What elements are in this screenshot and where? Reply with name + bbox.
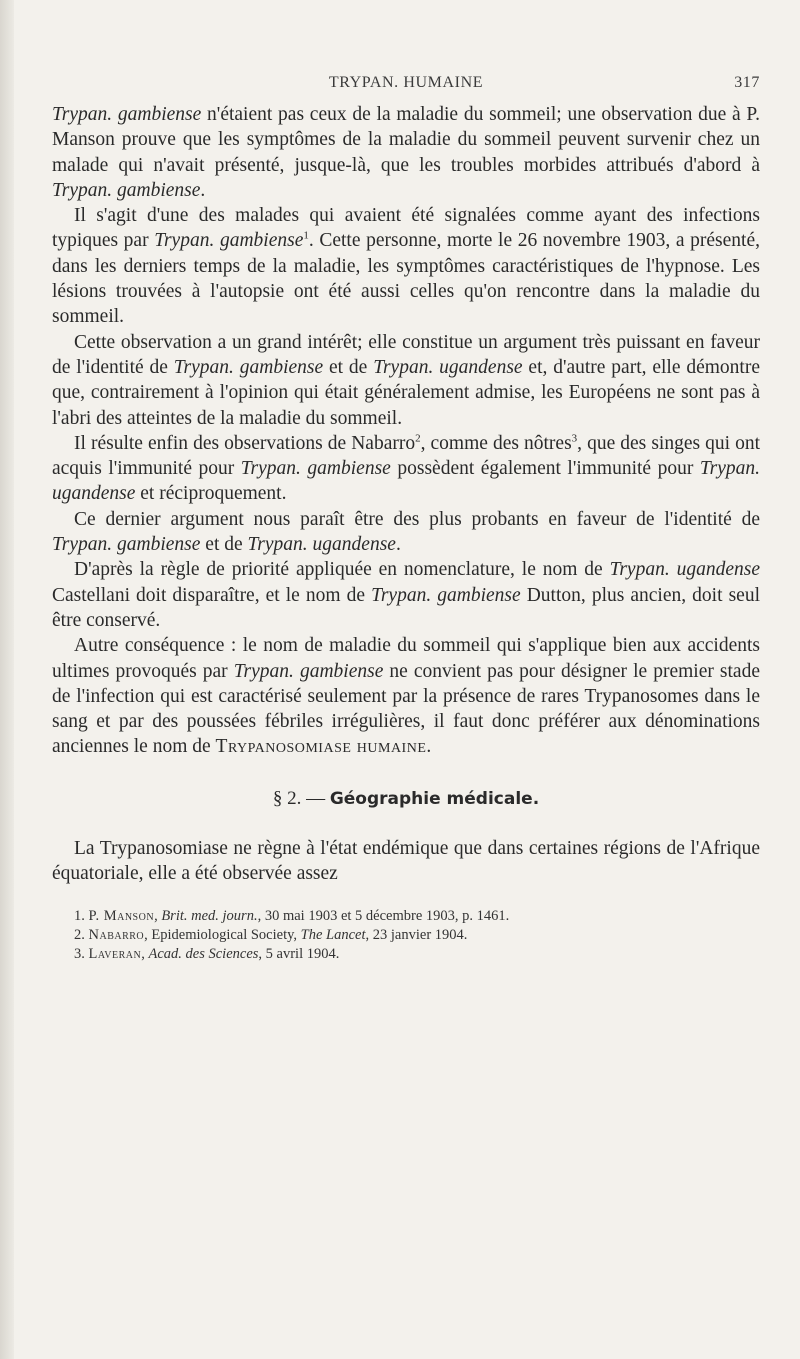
paragraph-1: Trypan. gambiense n'étaient pas ceux de la maladie du sommeil; une observation due à P. Manson prouve que les symptômes de la maladie du sommeil peuvent survenir chez un malade qui n'avait présenté, jusque-là, que les troubles morbides attribués d'abord à Trypan. gambiense. bbox=[52, 104, 760, 201]
species-name: Trypan. ugandense bbox=[247, 534, 396, 556]
footnotes bbox=[52, 907, 760, 964]
section-heading bbox=[52, 786, 760, 812]
footnote-3: 3. Laveran, Acad. des Sciences, 5 avril 1904. bbox=[74, 945, 340, 962]
species-name: Trypan. gambiense bbox=[52, 179, 201, 201]
page-number: 317 bbox=[734, 74, 760, 91]
running-title: TRYPAN. HUMAINE bbox=[328, 74, 484, 91]
footnote-ref[interactable]: 2 bbox=[415, 432, 421, 445]
species-name: Trypan. gambiense bbox=[371, 584, 521, 606]
paragraph-4: Il résulte enfin des observations de Nabarro$^2$, comme des nôtres$^3$, que des singes qui ont acquis l'immunité pour Trypan. gambiense possèdent également l'immunité pour Trypan. ugandense et réciproquement. bbox=[52, 432, 760, 505]
paragraph-7: Autre conséquence : le nom de maladie du sommeil qui s'applique bien aux accidents ultimes provoqués par Trypan. gambiense ne convient pas pour désigner le premier stade de l'infection qui est caractérisé seulement par la présence de rares Trypanosomes dans le sang et par des poussées fébriles irrégulières, il faut donc préférer aux dénominations anciennes le nom de Trypanosomiase humaine. bbox=[52, 635, 760, 758]
species-name: Trypan. gambiense bbox=[173, 356, 324, 378]
footnote-2: 2. Nabarro, Epidemiological Society, The Lancet, 23 janvier 1904. bbox=[74, 926, 468, 943]
species-name: Trypan. ugandense bbox=[52, 458, 760, 505]
footnote-ref[interactable]: 3 bbox=[571, 432, 578, 445]
species-name: Trypan. gambiense bbox=[240, 458, 391, 480]
section-number: § 2. — bbox=[272, 787, 330, 809]
paragraph-6: D'après la règle de priorité appliquée en nomenclature, le nom de Trypan. ugandense Castellani doit disparaître, et le nom de Trypan. gambiense Dutton, plus ancien, doit seul être conservé. bbox=[52, 559, 760, 631]
footnote-1: 1. P. Manson, Brit. med. journ., 30 mai 1903 et 5 décembre 1903, p. 1461. bbox=[74, 907, 510, 924]
paragraph-8: La Trypanosomiase ne règne à l'état endémique que dans certaines régions de l'Afrique équatoriale, elle a été observée assez bbox=[52, 838, 760, 885]
species-name: Trypan. ugandense bbox=[609, 559, 760, 581]
page-binding-edge bbox=[0, 0, 14, 1359]
running-header bbox=[52, 74, 760, 92]
body-text bbox=[52, 102, 760, 887]
species-name: Trypan. gambiense bbox=[52, 534, 201, 556]
paragraph-3: Cette observation a un grand intérêt; elle constitue un argument très puissant en faveur de l'identité de Trypan. gambiense et de Trypan. ugandense et, d'autre part, elle démontre que, contrairement à l'opinion qui était généralement admise, les Européens ne sont pas à l'abri des atteintes de la maladie du sommeil. bbox=[52, 331, 760, 429]
paragraph-2: Il s'agit d'une des malades qui avaient été signalées comme ayant des infections typiques par Trypan. gambiense$^1$. Cette personne, morte le 26 novembre 1903, a présenté, dans les derniers temps de la maladie, les symptômes caractéristiques de l'hypnose. Les lésions trouvées à l'autopsie ont été aussi celles qu'on rencontre dans la maladie du sommeil. bbox=[52, 205, 761, 328]
species-name: Trypan. gambiense bbox=[52, 104, 202, 125]
document-page bbox=[52, 74, 760, 964]
disease-name: Trypanosomiase humaine bbox=[215, 736, 427, 758]
species-name: Trypan. ugandense bbox=[373, 356, 523, 378]
species-name: Trypan. gambiense bbox=[233, 660, 384, 682]
paragraph-5: Ce dernier argument nous paraît être des plus probants en faveur de l'identité de Trypan. gambiense et de Trypan. ugandense. bbox=[52, 508, 760, 556]
footnote-ref[interactable]: 1 bbox=[303, 229, 309, 242]
section-title: Géographie médicale. bbox=[329, 788, 540, 809]
species-name: Trypan. gambiense bbox=[154, 230, 304, 252]
